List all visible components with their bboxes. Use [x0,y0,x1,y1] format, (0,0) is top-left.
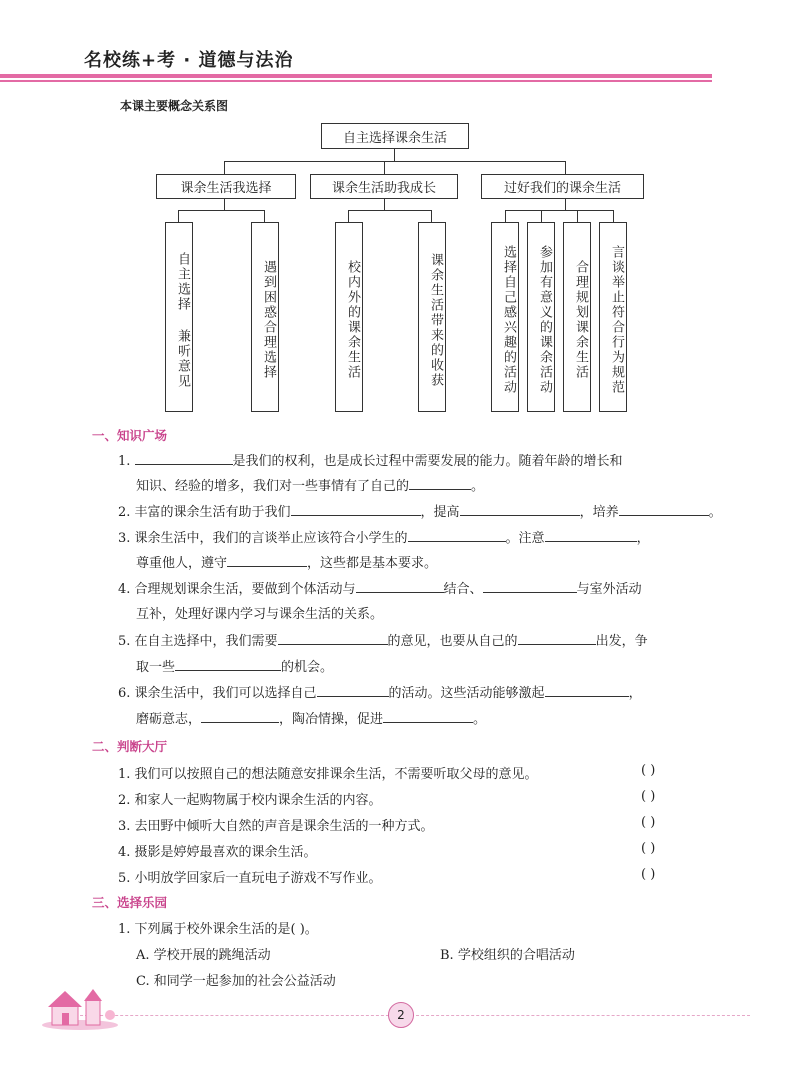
answer-blank[interactable] [291,503,421,516]
answer-paren[interactable]: ( ) [641,789,656,804]
concept-leaf: 课余生活带来的收获 [418,222,446,412]
concept-leaf: 言谈举止符合行为规范 [599,222,627,412]
section-title: 一、知识广场 [92,428,168,443]
answer-blank[interactable] [201,710,279,723]
section-title: 二、判断大厅 [92,739,168,754]
answer-blank[interactable] [545,684,629,697]
answer-blank[interactable] [619,503,709,516]
answer-paren[interactable]: ( ) [641,815,656,830]
choice-option-c[interactable]: C. 和同学一起参加的社会公益活动 [136,974,336,989]
answer-blank[interactable] [483,580,577,593]
section-title: 三、选择乐园 [92,895,168,910]
concept-leaf: 参加有意义的课余活动 [527,222,555,412]
judge-item: 2. 和家人一起购物属于校内课余生活的内容。 [118,793,382,808]
answer-blank[interactable] [175,658,281,671]
concept-leaf: 合理规划课余生活 [563,222,591,412]
answer-blank[interactable] [409,477,471,490]
header-rule-thin [0,80,712,82]
judge-item: 4. 摄影是婷婷最喜欢的课余生活。 [118,845,317,860]
concept-leaf: 遇到困惑合理选择 [251,222,279,412]
answer-blank[interactable] [278,632,388,645]
answer-paren[interactable]: ( ) [641,841,656,856]
choice-option-a[interactable]: A. 学校开展的跳绳活动 [136,948,271,963]
fill-question-2: 2. 丰富的课余生活有助于我们 ，提高 ，培养 。 [118,505,722,520]
answer-paren[interactable]: ( ) [641,867,656,882]
fill-question-3: 3. 课余生活中，我们的言谈举止应该符合小学生的 。注意 ， [118,531,650,546]
concept-branch-3: 过好我们的课余生活 [481,174,644,199]
answer-blank[interactable] [460,503,580,516]
house-illustration [40,985,120,1030]
answer-blank[interactable] [408,529,506,542]
fill-question-4: 4. 合理规划课余生活，要做到个体活动与 结合、 与室外活动 [118,582,642,597]
concept-leaf: 选择自己感兴趣的活动 [491,222,519,412]
judge-item: 1. 我们可以按照自己的想法随意安排课余生活，不需要听取父母的意见。 [118,767,538,782]
page-number: 2 [388,1002,414,1028]
answer-paren[interactable]: ( ) [641,763,656,778]
answer-blank[interactable] [356,580,444,593]
header-rule [0,74,712,78]
answer-blank[interactable] [135,452,233,465]
choice-question: 1. 下列属于校外课余生活的是( )。 [118,922,318,937]
answer-blank[interactable] [317,684,389,697]
answer-blank[interactable] [545,529,637,542]
fill-question-1: 1. 是我们的权利，也是成长过程中需要发展的能力。随着年龄的增长和 [118,454,623,469]
concept-branch-2: 课余生活助我成长 [310,174,458,199]
concept-map-heading: 本课主要概念关系图 [120,99,229,113]
judge-item: 5. 小明放学回家后一直玩电子游戏不写作业。 [118,871,382,886]
fill-question-6: 6. 课余生活中，我们可以选择自己 的活动。这些活动能够激起 ， [118,686,642,701]
fill-question-5: 5. 在自主选择中，我们需要 的意见，也要从自己的 出发，争 [118,634,648,649]
answer-blank[interactable] [383,710,473,723]
page-header-title: 名校练+考 · 道德与法治 [84,50,294,71]
answer-blank[interactable] [518,632,596,645]
concept-leaf: 自主选择 兼听意见 [165,222,193,412]
concept-leaf: 校内外的课余生活 [335,222,363,412]
concept-branch-1: 课余生活我选择 [156,174,296,199]
answer-blank[interactable] [227,554,307,567]
concept-root: 自主选择课余生活 [321,123,469,149]
judge-item: 3. 去田野中倾听大自然的声音是课余生活的一种方式。 [118,819,434,834]
choice-option-b[interactable]: B. 学校组织的合唱活动 [440,948,575,963]
